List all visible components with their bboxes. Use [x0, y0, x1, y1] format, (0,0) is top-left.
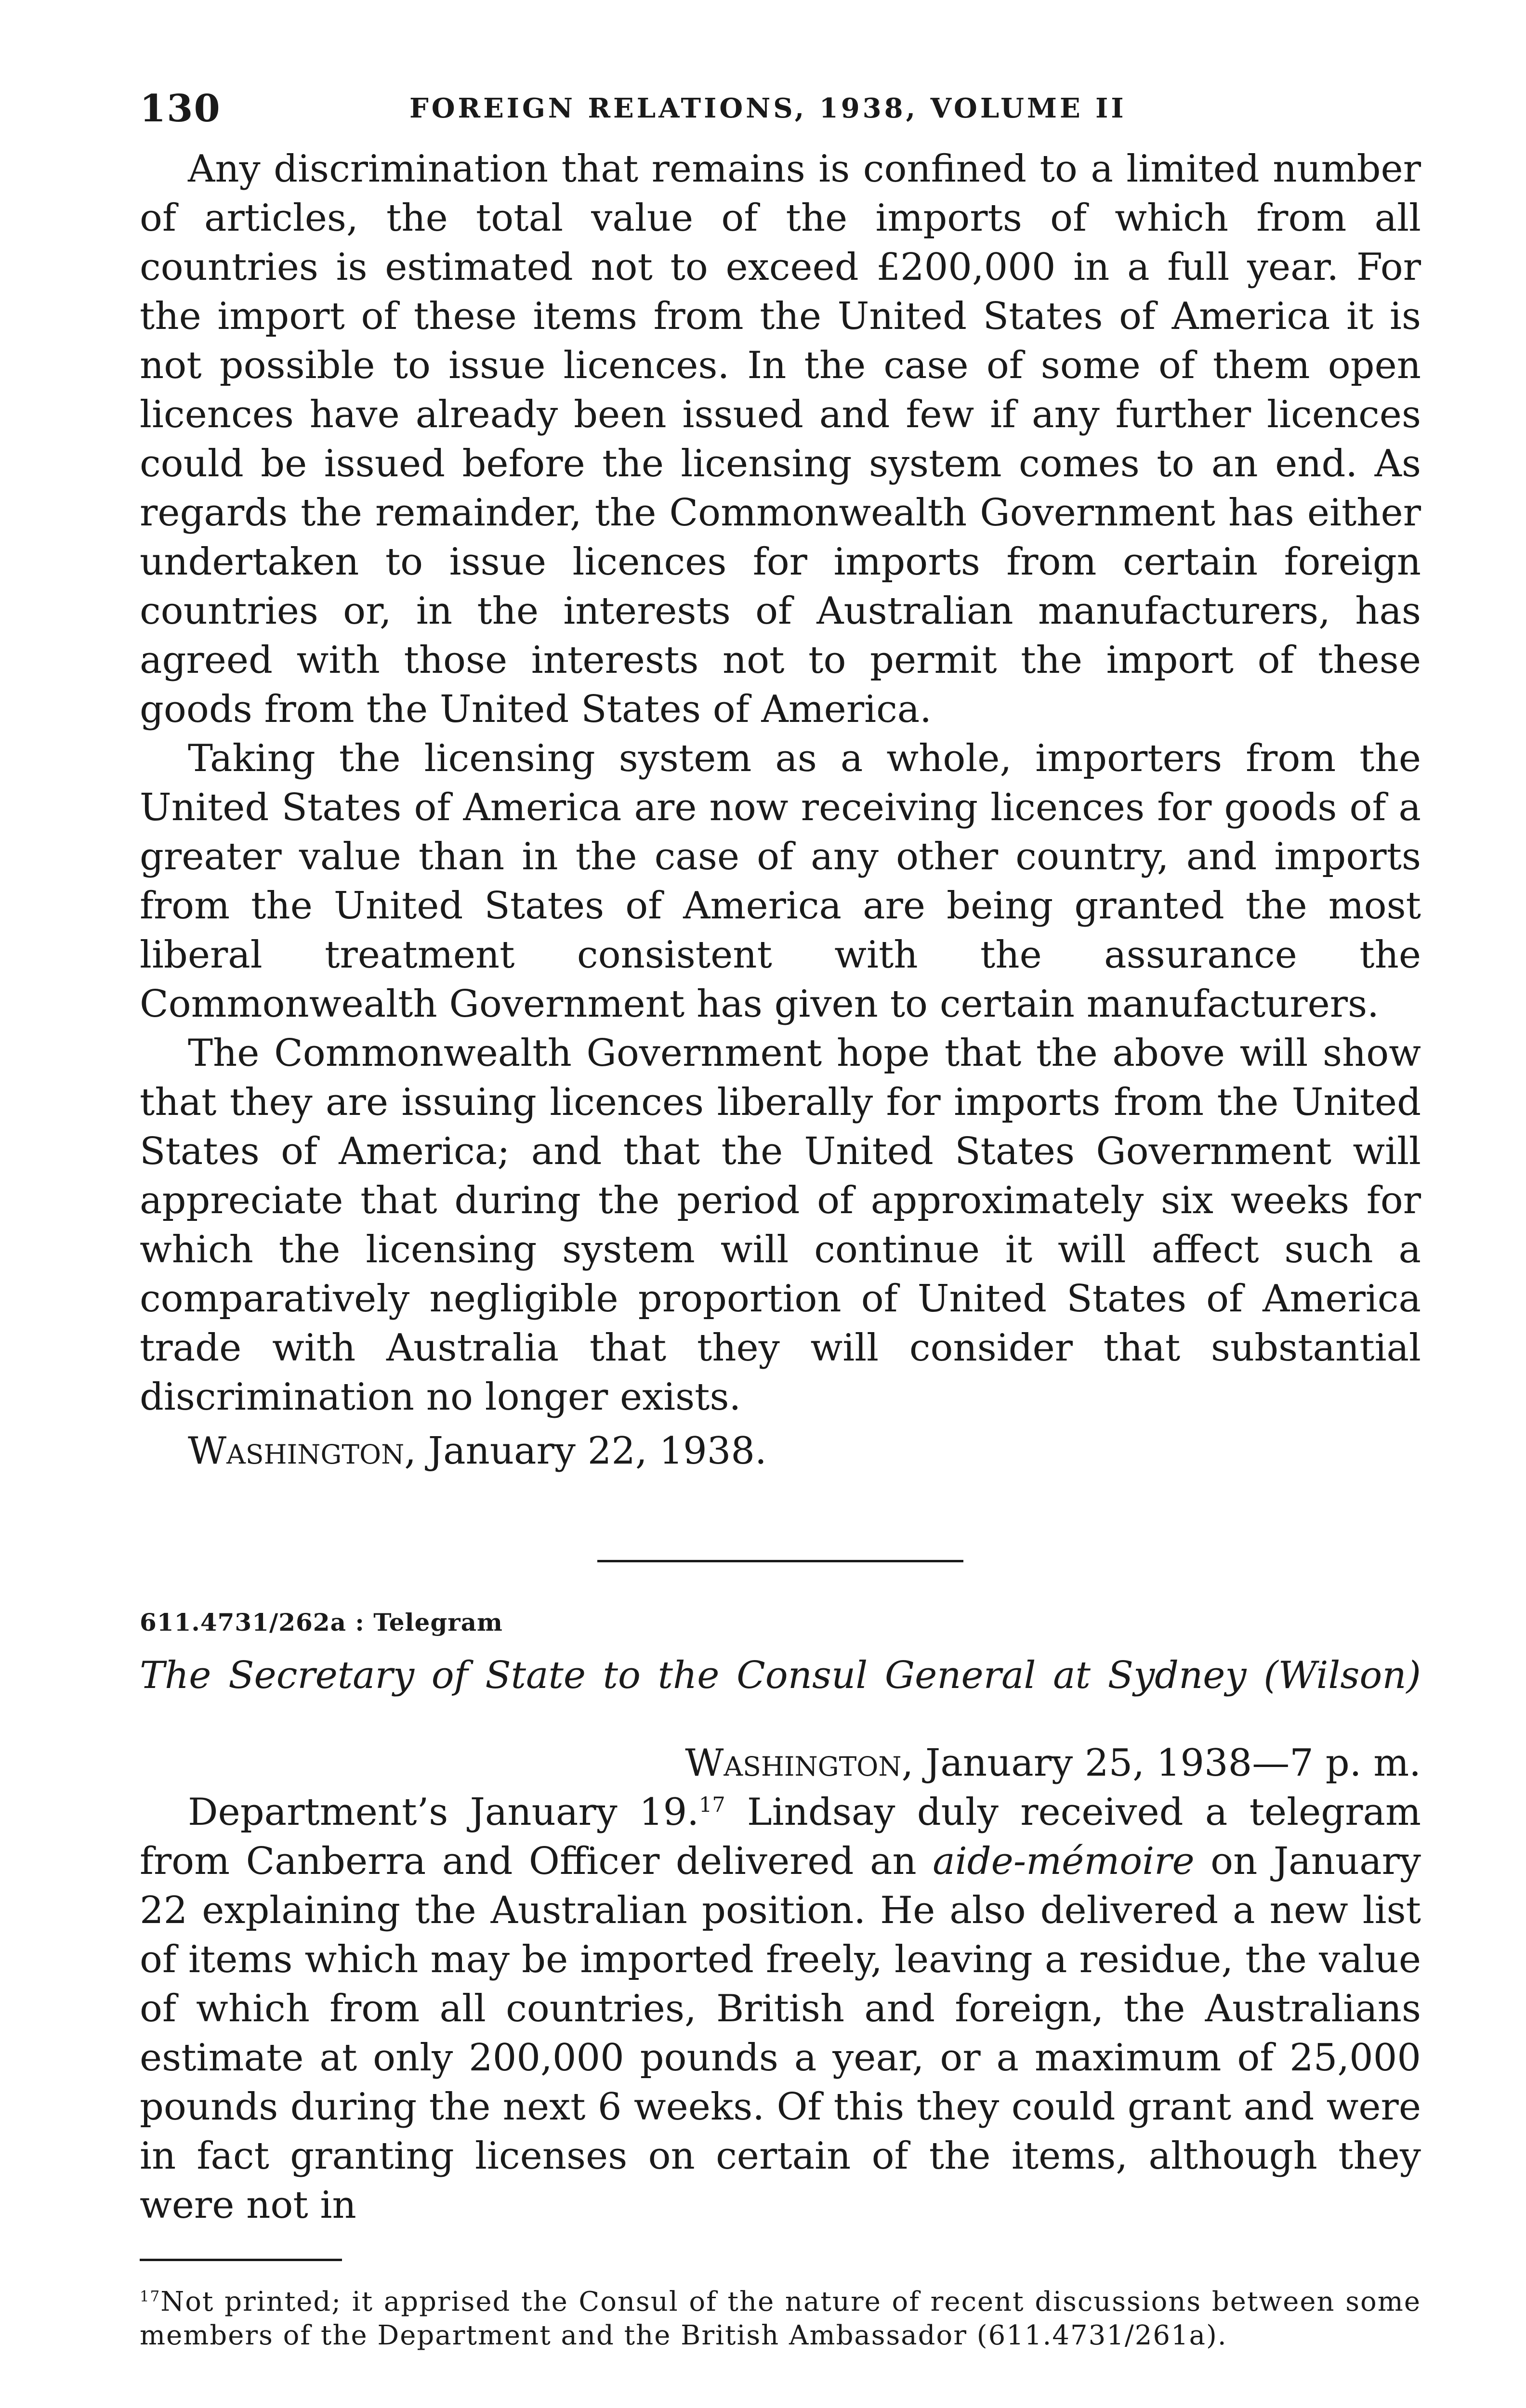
paragraph: Any discrimination that remains is confined to a limited number of articles, the total value of the imports of which from all countries is estimated not to exceed £200,000 in a full year. For the import of these items from the United States of America it is not possible to issue licences. In the case of some of them open licences have already been issued and few if any further licences could be issued before the licensing system comes to an end. As regards the remainder, the Commonwealth Government has either undertaken to issue licences for imports from certain foreign countries or, in the interests of Australian manufacturers, has agreed with those interests not to permit the import of these goods from the United States of America.: [140, 147, 1421, 731]
body-text-part: Lindsay duly received a telegram from Canberra and Officer delivered an: [140, 1791, 1421, 1883]
page-header: [140, 87, 1421, 144]
footnote: [140, 2285, 1421, 2353]
running-head: FOREIGN RELATIONS, 1938, VOLUME II: [409, 92, 1127, 124]
document-2-dateline: [140, 1739, 1421, 1788]
italic-term: aide-mémoire: [933, 1840, 1195, 1883]
document-2-body: [140, 1788, 1421, 2230]
page-number: 130: [140, 87, 221, 131]
document-1-dateline: [140, 1426, 1421, 1476]
footnote-reference[interactable]: 17: [699, 1793, 725, 1817]
dateline-place: Washington: [685, 1741, 902, 1785]
dateline-date: , January 22, 1938.: [404, 1429, 767, 1473]
body-text-part: on January 22 explaining the Australian position. He also delivered a new list of items which may be imported freely, leaving a residue, the value of which from all countries, British and foreign, the Australians estimate at only 200,000 pounds a year, or a maximum of 25,000 pounds during the next 6 weeks. Of this they could grant and were in fact granting licenses on certain of the items, although they were not in: [140, 1840, 1421, 2227]
footnote-divider: [140, 2259, 342, 2261]
document-1-body: [140, 144, 1421, 1476]
dateline-place: Washington: [188, 1429, 405, 1473]
document-page: [140, 87, 1421, 2398]
file-reference: 611.4731/262a : Telegram: [140, 1608, 503, 1636]
paragraph: The Commonwealth Government hope that the above will show that they are issuing licences liberally for imports from the United States of America; and that the United States Government will appreciate that during the period of approximately six weeks for which the licensing system will continue it will affect such a comparatively negligible proportion of United States of America trade with Australia that they will consider that substantial discrimination no longer exists.: [140, 1032, 1421, 1419]
body-text-part: Department’s January 19.: [188, 1791, 699, 1834]
paragraph: [140, 1788, 1421, 2230]
footnote-text: Not printed; it apprised the Consul of the nature of recent discussions between some members of the Department and the British Ambassador (611.4731/261a).: [140, 2286, 1421, 2351]
section-divider: [597, 1560, 963, 1562]
footnote-marker: 17: [140, 2288, 161, 2305]
document-2-heading: The Secretary of State to the Consul General at Sydney (Wilson): [140, 1654, 1421, 1697]
paragraph: Taking the licensing system as a whole, importers from the United States of America are now receiving licences for goods of a greater value than in the case of any other country, and imports from the United States of America are being granted the most liberal treatment consistent with the assurance the Commonwealth Government has given to certain manufacturers.: [140, 737, 1421, 1026]
dateline-date: , January 25, 1938—7 p. m.: [901, 1741, 1421, 1785]
